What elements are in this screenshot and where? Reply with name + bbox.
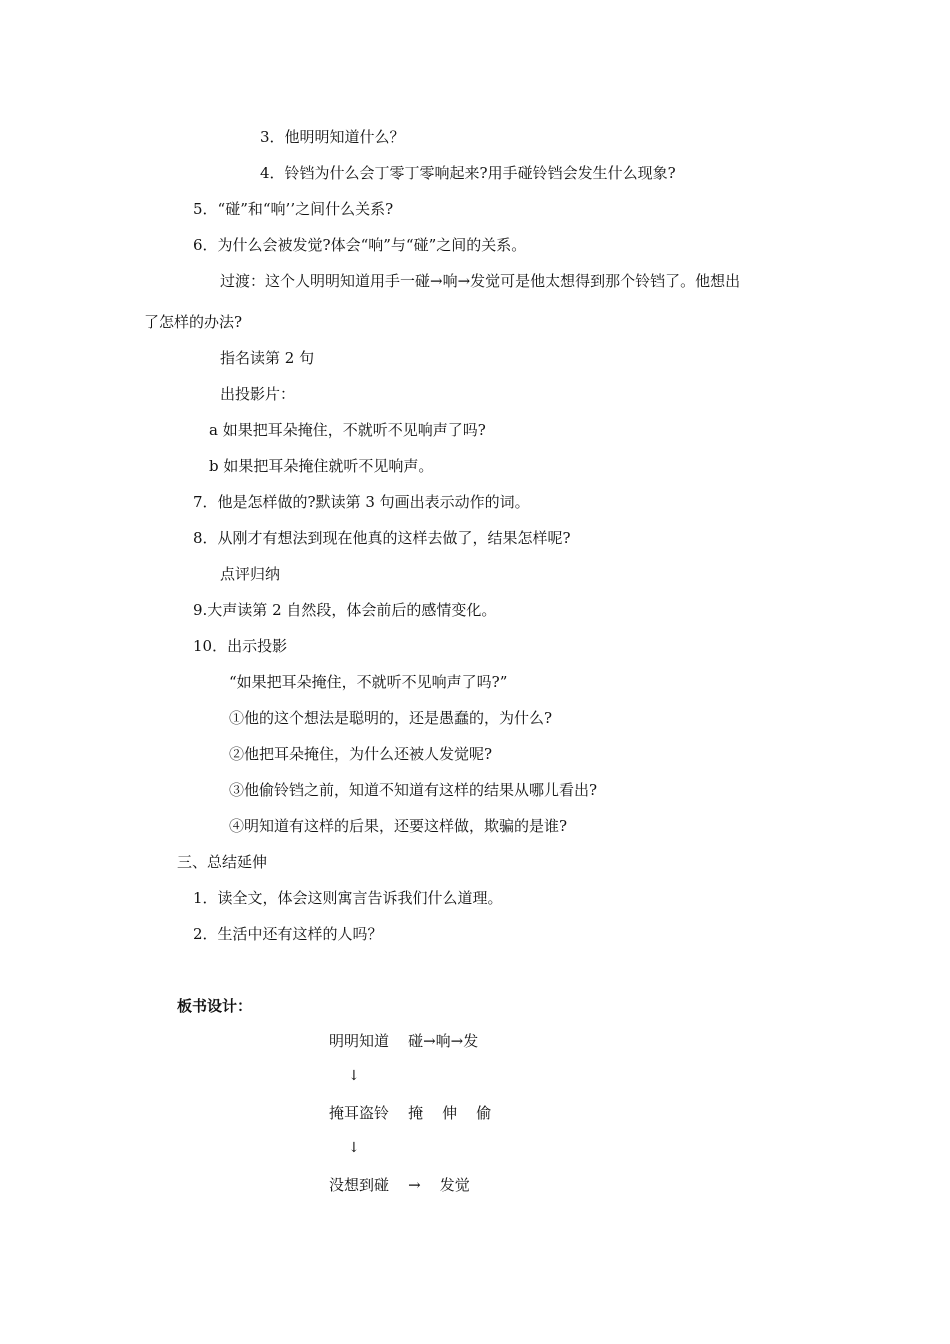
slide-quote: “如果把耳朵掩住，不就听不见响声了吗?” [229,673,508,691]
transition-line-2: 了怎样的办法? [144,313,243,331]
board-row-2: 掩耳盗铃 掩 伸 偷 [329,1104,492,1122]
show-slide: 出投影片： [220,385,296,403]
summary-question-2: 2．生活中还有这样的人吗？ [193,925,383,943]
transition-line-1: 过渡：这个人明明知道用手一碰→响→发觉可是他太想得到那个铃铛了。他想出 [220,272,741,290]
question-7: 7．他是怎样做的?默读第 3 句画出表示动作的词。 [193,493,530,511]
question-6: 6．为什么会被发觉?体会“响”与“碰”之间的关系。 [193,236,527,254]
sub-question-4: ④明知道有这样的后果，还要这样做，欺骗的是谁? [229,817,568,835]
slide-option-b: b 如果把耳朵掩住就听不见响声。 [209,457,434,475]
board-row-3: 没想到碰 → 发觉 [329,1176,470,1194]
question-10: 10．出示投影 [193,637,288,655]
board-design-heading: 板书设计： [177,997,253,1015]
question-4: 4．铃铛为什么会丁零丁零响起来?用手碰铃铛会发生什么现象? [260,164,676,182]
down-arrow-icon: ↓ [348,1068,360,1084]
sub-question-2: ②他把耳朵掩住，为什么还被人发觉呢? [229,745,493,763]
question-8: 8．从刚才有想法到现在他真的这样去做了，结果怎样呢? [193,529,571,547]
slide-option-a: a 如果把耳朵掩住，不就听不见响声了吗? [209,421,486,439]
read-sentence-2: 指名读第 2 句 [220,349,315,367]
question-5: 5．“碰”和“响’’之间什么关系? [193,200,394,218]
question-9: 9.大声读第 2 自然段，体会前后的感情变化。 [193,601,497,619]
board-row-1: 明明知道 碰→响→发 [329,1032,479,1050]
sub-question-3: ③他偷铃铛之前，知道不知道有这样的结果从哪儿看出? [229,781,598,799]
question-3: 3．他明明知道什么？ [260,128,405,146]
section-heading-summary: 三、总结延伸 [177,853,268,871]
down-arrow-icon: ↓ [348,1140,360,1156]
comment-summary: 点评归纳 [220,565,281,583]
summary-question-1: 1．读全文，体会这则寓言告诉我们什么道理。 [193,889,503,907]
sub-question-1: ①他的这个想法是聪明的，还是愚蠢的，为什么? [229,709,553,727]
